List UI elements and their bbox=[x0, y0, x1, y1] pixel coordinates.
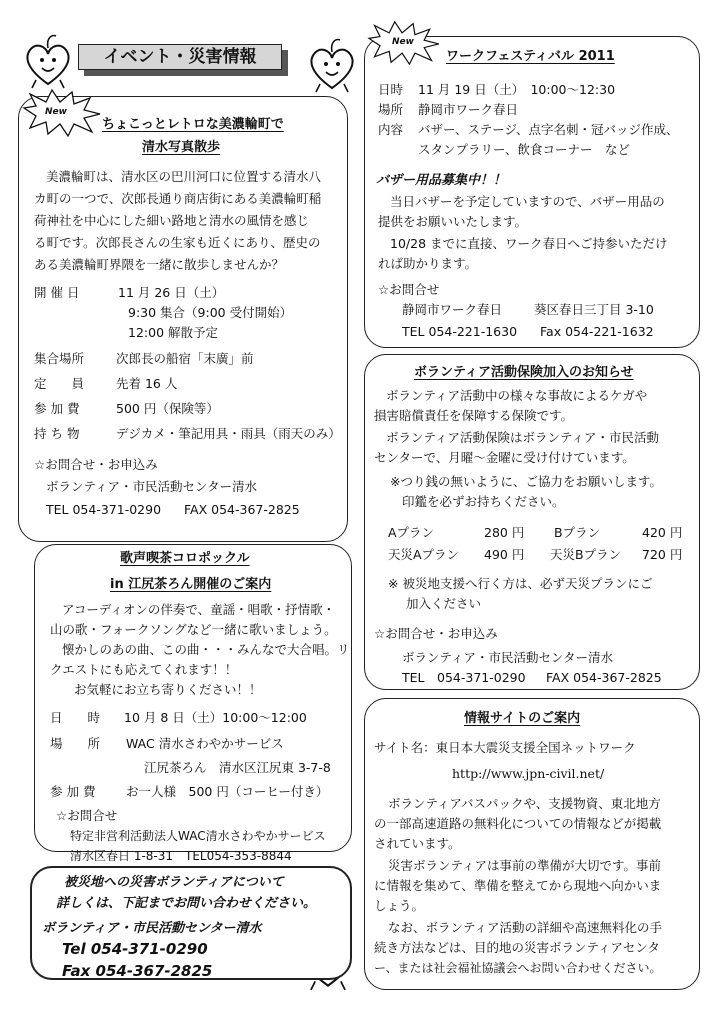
contact-tel: TEL 054-221-1630 bbox=[402, 324, 518, 339]
info-site-title: 情報サイトのご案内 bbox=[464, 711, 581, 726]
plan-price: 720 円 bbox=[642, 547, 683, 562]
info-site-name: サイト名：東日本大震災支援全国ネットワーク bbox=[374, 740, 636, 755]
info-site-url[interactable]: http://www.jpn-civil.net/ bbox=[452, 766, 605, 781]
detail-value: 11 月 19 日（土） 10:00～12:30 bbox=[418, 82, 616, 97]
detail-value: スタンプラリー、飲食コーナー など bbox=[418, 142, 631, 157]
contact-title: ☆お問合せ bbox=[378, 282, 440, 297]
detail-value: 先着 16 人 bbox=[116, 376, 178, 391]
contact-title: ☆お問合せ bbox=[56, 808, 118, 823]
info-site-body: しょう。 bbox=[374, 898, 425, 913]
detail-label: 日 時 bbox=[50, 710, 101, 725]
plan-name: 天災Aプラン bbox=[388, 547, 460, 562]
detail-value: デジカメ・筆記用具・雨具（雨天のみ） bbox=[116, 426, 341, 441]
karaoke-title-line1: 歌声喫茶コロポックル bbox=[120, 551, 250, 566]
info-site-body: 続き方法などは、目的地の災害ボランティアセンタ bbox=[374, 940, 660, 955]
detail-value: 12:00 解散予定 bbox=[128, 325, 218, 340]
photo-walk-title-line2: 清水写真散歩 bbox=[142, 140, 221, 155]
new-badge: New bbox=[45, 107, 67, 117]
insurance-title: ボランティア活動保険加入のお知らせ bbox=[414, 365, 634, 380]
detail-value: バザー、ステージ、点字名刺・冠バッジ作成、 bbox=[418, 122, 679, 137]
plan-price: 490 円 bbox=[484, 547, 525, 562]
detail-value: 静岡市ワーク春日 bbox=[418, 102, 519, 117]
insurance-body: センターで、月曜～金曜に受け付けています。 bbox=[374, 450, 635, 465]
contact-org: ボランティア・市民活動センター清水 bbox=[402, 650, 614, 665]
plan-name: Bプラン bbox=[554, 525, 601, 540]
insurance-body: ボランティア活動保険はボランティア・市民活動 bbox=[386, 430, 660, 445]
insurance-body: 損害賠償責任を保障する保険です。 bbox=[374, 408, 574, 423]
detail-label: 定 員 bbox=[34, 376, 85, 391]
detail-value: WAC 清水さわやかサービス bbox=[126, 736, 284, 751]
contact-fax: FAX 054-367-2825 bbox=[546, 670, 662, 685]
info-site-body: の一部高速道路の無料化についての情報などが掲載 bbox=[374, 816, 662, 831]
info-site-body: されています。 bbox=[374, 836, 461, 851]
karaoke-body: クエストにも応えてくれます！！ bbox=[50, 662, 238, 677]
disaster-notice-line1: 被災地への災害ボランティアについて bbox=[64, 875, 284, 890]
contact-fax: FAX 054-367-2825 bbox=[184, 502, 300, 517]
photo-walk-body: ある美濃輪町界隈を一緒に散歩しませんか？ bbox=[34, 257, 285, 272]
photo-walk-body: 荷神社を中心にした細い路地と清水の風情を感じ bbox=[34, 213, 310, 228]
insurance-note: ※つり銭の無いように、ご協力をお願いします。 bbox=[390, 474, 662, 489]
karaoke-body: アコーディオンの伴奏で、童謡・唱歌・抒情歌・ bbox=[62, 602, 336, 617]
insurance-note: 加入ください bbox=[406, 596, 482, 611]
bazaar-body: れば助かります。 bbox=[378, 256, 478, 271]
photo-walk-body: 美濃輪町は、清水区の巴川河口に位置する清水八 bbox=[46, 169, 322, 184]
detail-label: 持 ち 物 bbox=[34, 426, 80, 441]
disaster-notice-tel: Tel 054-371-0290 bbox=[62, 940, 208, 958]
contact-org: 特定非営利活動法人WAC清水さわやかサービス bbox=[70, 829, 326, 843]
disaster-notice-org: ボランティア・市民活動センター清水 bbox=[42, 921, 262, 936]
page-title: イベント・災害情報 bbox=[78, 44, 282, 70]
detail-label: 場 所 bbox=[50, 736, 101, 751]
detail-label: 日時 bbox=[378, 82, 404, 97]
detail-label: 参 加 費 bbox=[34, 401, 80, 416]
detail-label: 参 加 費 bbox=[50, 784, 96, 799]
info-site-body: なお、ボランティア活動の詳細や高速無料化の手 bbox=[388, 920, 663, 935]
detail-label: 開 催 日 bbox=[34, 285, 80, 300]
detail-label: 内容 bbox=[378, 122, 404, 137]
detail-value: 江尻茶ろん 清水区江尻東 3-7-8 bbox=[144, 760, 331, 775]
detail-value: 11 月 26 日（土） bbox=[118, 285, 225, 300]
karaoke-body: 懐かしのあの曲、この曲・・・みんなで大合唱。リ bbox=[62, 642, 350, 657]
detail-label: 場所 bbox=[378, 102, 404, 117]
detail-value: お一人様 500 円（コーヒー付き） bbox=[126, 784, 329, 799]
new-badge: New bbox=[392, 37, 414, 47]
info-site-body: ボランティアバスパックや、支援物資、東北地方 bbox=[388, 796, 661, 811]
photo-walk-title-line1: ちょこっとレトロな美濃輪町で bbox=[102, 117, 284, 132]
bazaar-body: 10/28 までに直接、ワーク春日へご持参いただけ bbox=[390, 236, 668, 251]
insurance-note: 印鑑を必ずお持ちください。 bbox=[402, 494, 565, 509]
work-festival-title: ワークフェスティバル 2011 bbox=[446, 49, 615, 64]
heart-mascot-icon bbox=[306, 34, 358, 94]
heart-mascot-icon bbox=[22, 30, 74, 90]
contact-org: ボランティア・市民活動センター清水 bbox=[46, 479, 258, 494]
disaster-notice-fax: Fax 054-367-2825 bbox=[62, 962, 213, 980]
bazaar-body: 提供をお願いいたします。 bbox=[378, 214, 528, 229]
bazaar-body: 当日バザーを予定していますので、バザー用品の bbox=[390, 194, 665, 209]
detail-label: 集合場所 bbox=[34, 351, 85, 366]
contact-fax: Fax 054-221-1632 bbox=[540, 324, 654, 339]
contact-title: ☆お問合せ・お申込み bbox=[374, 626, 498, 641]
plan-name: Aプラン bbox=[388, 525, 435, 540]
plan-price: 280 円 bbox=[484, 525, 525, 540]
info-site-body: 災害ボランティアは事前の準備が大切です。事前 bbox=[388, 858, 662, 873]
contact-tel: TEL 054-371-0290 bbox=[46, 502, 162, 517]
detail-value: 10 月 8 日（土）10:00～12:00 bbox=[124, 710, 307, 725]
plan-name: 天災Bプラン bbox=[550, 547, 622, 562]
contact-title: ☆お問合せ・お申込み bbox=[34, 457, 158, 472]
contact-address: 清水区春日 1-8-31 TEL054-353-8844 bbox=[70, 849, 292, 863]
photo-walk-body: カ町の一つで、次郎長通り商店街にある美濃輪町稲 bbox=[34, 191, 322, 206]
detail-value: 500 円（保険等） bbox=[116, 401, 219, 416]
plan-price: 420 円 bbox=[642, 525, 683, 540]
info-site-body: ー、または社会福祉協議会へお問い合わせください。 bbox=[374, 961, 662, 975]
disaster-notice-line2: 詳しくは、下記までお問い合わせください。 bbox=[56, 896, 317, 911]
info-site-body: に情報を集めて、準備を整えてから現地へ向かいま bbox=[374, 878, 662, 893]
karaoke-title-line2: in 江尻茶ろん開催のご案内 bbox=[110, 577, 272, 592]
contact-address: 葵区春日三丁目 3-10 bbox=[534, 302, 654, 317]
page-heading bbox=[78, 44, 288, 76]
photo-walk-body: る町です。次郎長さんの生家も近くにあり、歴史の bbox=[34, 235, 321, 250]
contact-tel: TEL 054-371-0290 bbox=[402, 670, 526, 685]
karaoke-body: お気軽にお立ち寄りください！！ bbox=[74, 682, 262, 697]
insurance-note: ※ 被災地支援へ行く方は、必ず天災プランにご bbox=[388, 576, 653, 591]
karaoke-body: 山の歌・フォークソングなど一緒に歌いましょう。 bbox=[50, 622, 337, 637]
detail-value: 次郎長の船宿「末廣」前 bbox=[116, 351, 254, 366]
detail-value: 9:30 集合（9:00 受付開始） bbox=[128, 305, 293, 320]
bazaar-title: バザー用品募集中！！ bbox=[376, 173, 507, 188]
contact-name: 静岡市ワーク春日 bbox=[402, 302, 503, 317]
insurance-body: ボランティア活動中の様々な事故によるケガや bbox=[386, 388, 648, 403]
